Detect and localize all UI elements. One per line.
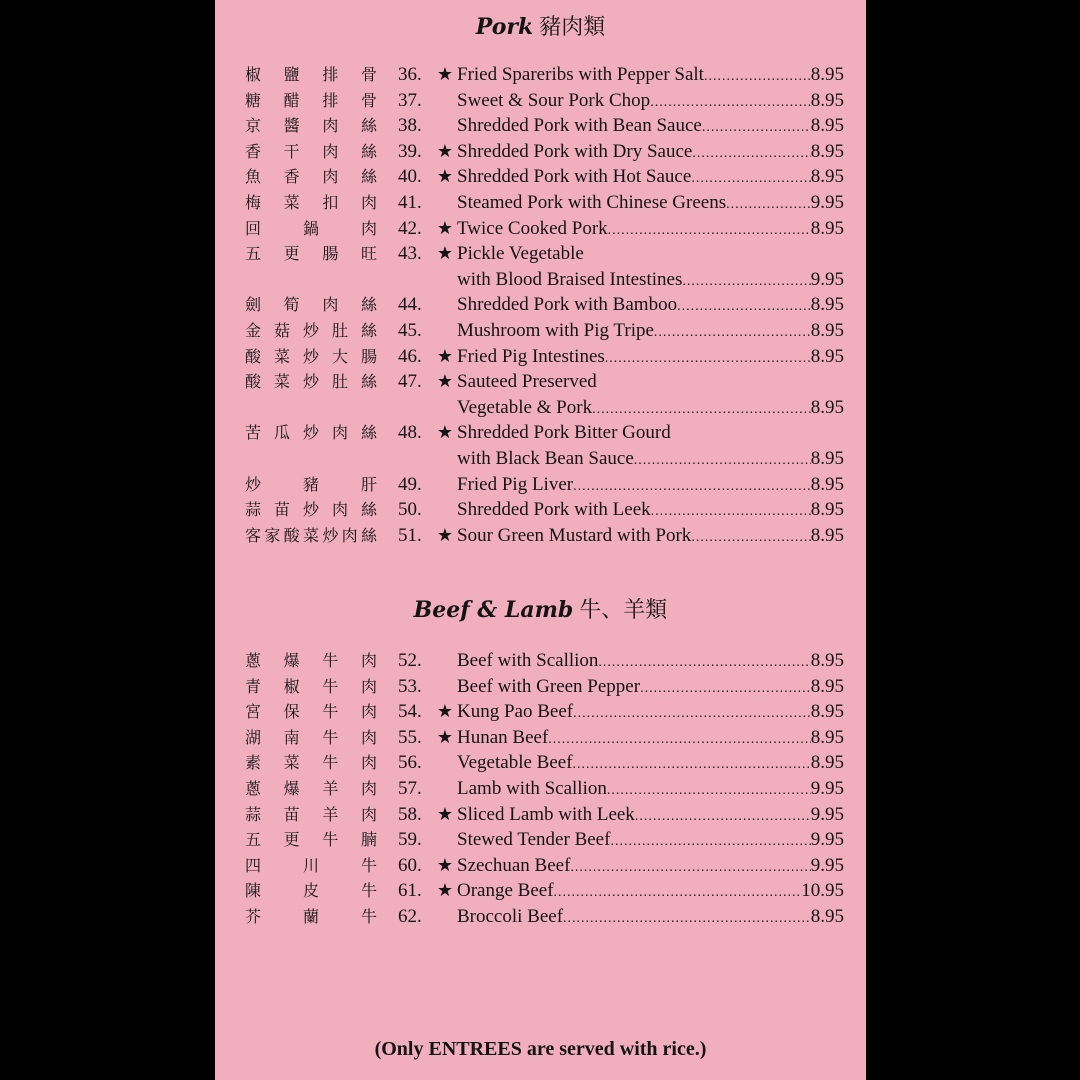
item-name: Shredded Pork with Hot Sauce [457,166,692,188]
item-name: Shredded Pork with Bean Sauce [457,115,702,137]
item-price: 9.95 [810,854,844,876]
item-chinese-name: 金菇炒肚絲 [245,321,377,340]
item-price: 8.95 [810,396,844,418]
item-english [457,827,844,854]
item-chinese-name: 客家酸菜炒肉絲 [245,525,377,545]
item-number: 41. [398,192,422,213]
menu-item-row [215,674,866,699]
item-chinese-name: 湖南牛肉 [245,727,377,747]
dot-leader [563,906,811,931]
spicy-star-icon: ★ [436,345,454,366]
item-name: Shredded Pork Bitter Gourd [457,422,671,444]
dot-leader [610,829,810,854]
item-name-continued: with Blood Braised Intestines [457,268,683,290]
menu-item-row [215,523,866,548]
dot-leader [691,525,810,550]
spicy-star-icon: ★ [436,854,454,875]
dot-leader [654,320,811,345]
item-price: 9.95 [810,803,844,825]
item-name: Vegetable Beef [457,752,573,774]
item-number: 44. [398,294,422,316]
item-number: 51. [398,524,422,546]
item-chinese-name: 苦瓜炒肉絲 [245,423,377,443]
menu-item-row [215,216,866,241]
menu-item-row-continued [215,446,866,471]
dot-leader [677,294,811,319]
item-english [457,853,844,880]
rice-note: (Only ENTREES are served with rice.) [374,1038,707,1060]
dot-leader [692,141,810,166]
item-price: 8.95 [810,115,844,137]
spicy-star-icon: ★ [436,422,454,443]
beef-lamb-section-title [215,593,866,624]
item-english [457,523,844,550]
item-english [457,395,844,422]
menu-item-row [215,113,866,138]
item-price: 9.95 [810,268,844,290]
pork-section-title [215,10,866,41]
menu-item-row [215,776,866,801]
menu-item-row [215,369,866,394]
item-name: Fried Spareribs with Pepper Salt [457,64,704,85]
menu-item-row [215,318,866,343]
item-name-continued: Vegetable & Pork [457,396,593,418]
dot-leader [598,650,810,675]
menu-item-row [215,139,866,164]
item-chinese-name: 陳皮牛 [245,881,377,901]
item-price: 10.95 [801,880,844,902]
item-chinese-name: 芥蘭牛 [245,907,377,926]
item-name: Shredded Pork with Bamboo [457,294,678,316]
item-english [457,344,844,371]
item-chinese-name: 素菜牛肉 [245,753,377,773]
spicy-star-icon: ★ [436,726,454,747]
item-chinese-name: 酸菜炒肚絲 [245,372,377,392]
item-chinese-name: 五更腸旺 [245,244,377,264]
menu-item-row [215,802,866,827]
dot-leader [702,115,811,140]
dot-leader [554,880,802,905]
item-number: 58. [398,803,422,825]
item-number: 48. [398,422,422,444]
item-name: Beef with Scallion [457,650,599,671]
menu-item-row [215,853,866,878]
menu-item-row [215,725,866,750]
beef-lamb-title-zh: 牛、羊類 [579,598,668,623]
item-english [457,420,844,445]
item-price: 8.95 [810,140,844,162]
menu-item-row [215,904,866,929]
item-chinese-name: 宮保牛肉 [245,702,377,722]
beef-lamb-title-en: Beef & Lamb [413,597,574,623]
item-english [457,446,844,473]
item-number: 60. [398,854,422,876]
item-english [457,241,844,266]
item-english [457,699,844,726]
item-english [457,802,844,829]
item-number: 37. [398,89,422,111]
item-number: 49. [398,473,422,495]
item-english [457,674,844,701]
item-price: 8.95 [810,524,844,546]
item-name-continued: with Black Bean Sauce [457,448,634,469]
item-price: 8.95 [810,499,844,521]
item-name: Hunan Beef [457,726,549,748]
item-price: 8.95 [810,217,844,239]
menu-item-row [215,472,866,497]
item-name: Orange Beef [457,880,554,902]
dot-leader [570,855,810,880]
item-english [457,725,844,752]
item-english [457,267,844,294]
dot-leader [650,90,811,115]
item-name: Sour Green Mustard with Pork [457,524,692,546]
menu-item-row [215,648,866,673]
item-chinese-name: 梅菜扣肉 [245,193,377,212]
item-number: 38. [398,115,422,137]
item-english [457,190,844,217]
menu-item-row [215,699,866,724]
item-number: 47. [398,371,422,393]
dot-leader [682,269,810,294]
menu-item-row [215,497,866,522]
spicy-star-icon: ★ [436,803,454,824]
menu-item-row [215,878,866,903]
item-number: 42. [398,217,422,239]
item-english [457,648,844,675]
item-chinese-name: 椒鹽排骨 [245,65,377,84]
item-name: Kung Pao Beef [457,701,574,723]
item-chinese-name: 蒜苗羊肉 [245,804,377,824]
item-chinese-name: 魚香肉絲 [245,167,377,187]
item-name: Stewed Tender Beef [457,829,611,851]
item-chinese-name: 蔥爆羊肉 [245,779,377,798]
item-price: 8.95 [810,294,844,316]
item-chinese-name: 蒜苗炒肉絲 [245,500,377,520]
item-number: 53. [398,675,422,697]
dot-leader [592,397,811,422]
menu-item-row-continued [215,395,866,420]
item-english [457,904,844,931]
item-english [457,88,844,115]
pork-title-en: Pork [475,14,534,40]
dot-leader [608,218,811,243]
item-number: 54. [398,701,422,723]
menu-item-row [215,88,866,113]
dot-leader [651,499,811,524]
dot-leader [640,676,811,701]
item-chinese-name: 青椒牛肉 [245,676,377,696]
item-name: Mushroom with Pig Tripe [457,320,654,341]
dot-leader [704,64,811,89]
item-english [457,139,844,166]
item-price: 8.95 [810,89,844,111]
item-price: 8.95 [810,448,844,469]
item-price: 8.95 [810,752,844,774]
item-english [457,62,844,89]
item-number: 39. [398,140,422,162]
item-english [457,472,844,499]
spicy-star-icon: ★ [436,243,454,264]
item-number: 52. [398,650,422,671]
item-name: Sliced Lamb with Leek [457,803,635,825]
item-price: 8.95 [810,64,844,85]
dot-leader [634,448,811,473]
dot-leader [635,804,811,829]
menu-item-row-continued [215,267,866,292]
item-name: Lamb with Scallion [457,778,607,799]
item-chinese-name: 四川牛 [245,855,377,875]
menu-item-row [215,292,866,317]
item-name: Fried Pig Liver [457,473,574,495]
item-english [457,750,844,777]
spicy-star-icon: ★ [436,217,454,238]
item-number: 45. [398,320,422,341]
item-number: 59. [398,829,422,851]
dot-leader [691,166,810,191]
item-number: 36. [398,64,422,85]
spicy-star-icon: ★ [436,371,454,392]
item-chinese-name: 糖醋排骨 [245,90,377,110]
item-price: 8.95 [810,726,844,748]
spicy-star-icon: ★ [436,140,454,161]
item-english [457,776,844,803]
item-chinese-name: 五更牛腩 [245,830,377,850]
item-name: Twice Cooked Pork [457,217,608,239]
item-number: 46. [398,345,422,367]
item-number: 57. [398,778,422,799]
item-english [457,878,844,905]
dot-leader [573,752,811,777]
item-name: Steamed Pork with Chinese Greens [457,192,727,213]
item-english [457,497,844,524]
item-english [457,318,844,345]
item-number: 56. [398,752,422,774]
item-number: 40. [398,166,422,188]
item-english [457,164,844,191]
item-price: 8.95 [810,166,844,188]
menu-item-row [215,190,866,215]
menu-page [215,0,866,1080]
item-chinese-name: 香干肉絲 [245,141,377,161]
item-english [457,216,844,243]
menu-item-row [215,164,866,189]
menu-item-row [215,62,866,87]
menu-item-row [215,241,866,266]
spicy-star-icon: ★ [436,524,454,545]
item-price: 9.95 [810,778,844,799]
item-english [457,369,844,394]
item-english [457,113,844,140]
item-price: 8.95 [810,473,844,495]
item-name: Shredded Pork with Leek [457,499,651,521]
item-price: 9.95 [810,829,844,851]
dot-leader [573,701,811,726]
item-chinese-name: 蔥爆牛肉 [245,651,377,670]
item-number: 55. [398,726,422,748]
item-price: 8.95 [810,345,844,367]
menu-item-row [215,750,866,775]
item-name: Broccoli Beef [457,906,564,927]
dot-leader [726,192,811,217]
item-name: Fried Pig Intestines [457,345,605,367]
spicy-star-icon: ★ [436,880,454,901]
dot-leader [605,346,811,371]
item-number: 43. [398,243,422,265]
item-chinese-name: 炒豬肝 [245,474,377,494]
item-number: 61. [398,880,422,902]
item-chinese-name: 京醬肉絲 [245,116,377,136]
menu-item-row [215,827,866,852]
item-chinese-name: 劍筍肉絲 [245,295,377,315]
item-price: 9.95 [810,192,844,213]
menu-item-row [215,344,866,369]
spicy-star-icon: ★ [436,701,454,722]
item-name: Sauteed Preserved [457,371,597,393]
item-number: 50. [398,499,422,521]
item-price: 8.95 [810,320,844,341]
item-name: Beef with Green Pepper [457,675,641,697]
dot-leader [607,778,811,803]
spicy-star-icon: ★ [436,64,454,84]
item-price: 8.95 [810,906,844,927]
pork-title-zh: 豬肉類 [539,15,606,40]
item-english [457,292,844,319]
item-name: Sweet & Sour Pork Chop [457,89,651,111]
item-price: 8.95 [810,650,844,671]
item-name: Pickle Vegetable [457,243,584,265]
item-chinese-name: 酸菜炒大腸 [245,346,377,366]
spicy-star-icon: ★ [436,166,454,187]
item-price: 8.95 [810,675,844,697]
item-name: Szechuan Beef [457,854,571,876]
menu-item-row [215,420,866,445]
item-price: 8.95 [810,701,844,723]
item-number: 62. [398,906,422,927]
item-chinese-name: 回鍋肉 [245,218,377,238]
item-name: Shredded Pork with Dry Sauce [457,140,693,162]
dot-leader [548,727,810,752]
dot-leader [573,474,811,499]
